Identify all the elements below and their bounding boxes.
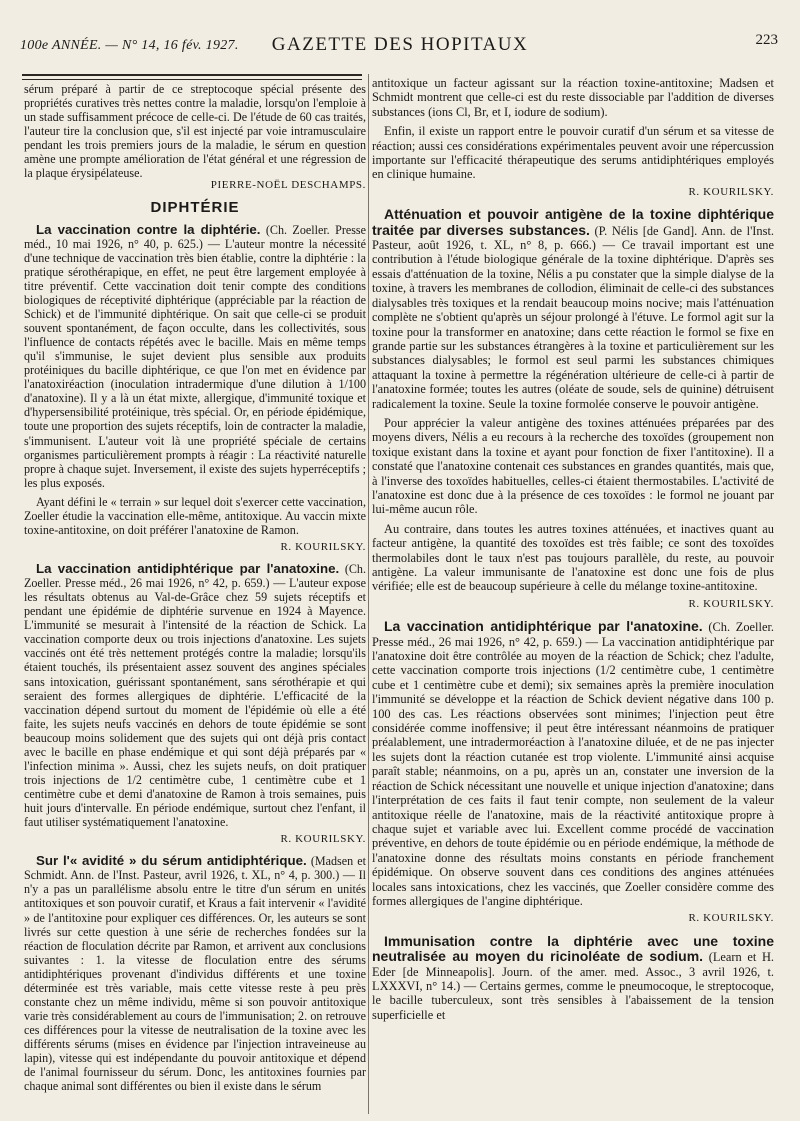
- article-title: La vaccination antidiphtérique par l'anatoxine.: [36, 561, 340, 576]
- article-paragraph: Pour apprécier la valeur antigène des toxines atténuées préparées par des moyens divers, Nélis a eu recours à la recherche des toxoïdes (groupement non toxique existant dans la toxine et ayant pour fonction de fixer l'antitoxine). Il a constaté que l'anatoxine contenait ces substances en grandes quantités, mais que, à l'inverse des toxoïdes habituelles, celles-ci étaient thermostabiles. L'activité de l'anatoxine est donc due à la présence de ces toxoïdes : le formol ne jouant par lui-même aucun rôle.: [372, 415, 774, 517]
- page-number: 223: [755, 32, 778, 48]
- issue-info: 100e ANNÉE. — N° 14, 16 fév. 1927.: [20, 38, 239, 53]
- intro-text: sérum préparé à partir de ce streptocoque spécial présente des propriétés curatives très nettes contre la maladie, lorsqu'on l'emploie à un stade suffisamment précoce de celle-ci. De l'étude de 60 cas traités, l'auteur tire la conclusion que, s'il est injecté par voie intramusculaire pendant les trois premiers jours de la maladie, le sérum en question amène une prompte amélioration de l'état général et une régression de la plaque érysipélateuse.: [24, 82, 366, 181]
- column-divider: [368, 74, 369, 1114]
- header-rule-thin: [22, 79, 362, 80]
- article-signature: R. KOURILSKY.: [688, 912, 774, 925]
- article-title: La vaccination contre la diphtérie.: [36, 221, 261, 237]
- article-body: (Madsen et Schmidt. Ann. de l'Inst. Pasteur, avril 1926, t. XL, n° 4, p. 300.) — Il n'y a pas un parallélisme absolu entre le titre d'un sérum en unités antitoxiques et son pouvoir curatif, et Kraus a fait intervenir « l'avidité » de l'antitoxine pour expliquer ces différences. Or, les auteurs se sont livrés sur cette question à une série de recherches fondées sur la réaction de floculation décrite par Ramon, et arrivent aux conclusions suivantes : 1. la vitesse de floculation entre des sérums antidiphtériques provenant d'individus différents et une toxine déterminée est très variable, mais cette vitesse reste à peu près constante chez un même individu, même si son pouvoir antitoxique varie très considérablement au cours de l'immunisation; 2. on retrouve ces différences pour la vitesse de neutralisation de la toxine avec les différents sérums (mises en évidence par l'injection intraveineuse au lapin), vitesse qui est indépendante du pouvoir antitoxique et dépend de l'animal fournisseur du sérum. Donc, les antitoxines fournies par chaque animal sont différentes ou bien il existe dans le sérum: [24, 854, 366, 1094]
- journal-title: GAZETTE DES HOPITAUX: [271, 34, 529, 55]
- header-rule: [22, 74, 362, 76]
- continued-paragraph: antitoxique un facteur agissant sur la réaction toxine-antitoxine; Madsen et Schmidt montrent que celle-ci est du reste dissociable par l'addition de diverses substances (ions Cl, Br, et I, iodure de sodium).: [372, 76, 774, 119]
- article-vaccination: [24, 223, 366, 490]
- article-avidite: [24, 854, 366, 1093]
- article-signature: R. KOURILSKY.: [688, 597, 774, 610]
- article-immunisation: [372, 934, 774, 1022]
- article-body: (Ch. Zoeller. Presse méd., 26 mai 1926, n° 42, p. 659.) — La vaccination antidiphtérique par l'anatoxine doit être contrôlée au moyen de la réaction de Schick; chez l'adulte, cette vaccination comporte trois injections (1/2 centimètre cube, 1 centimètre cube et 1 centimètre cube et demi); six semaines après la première inoculation l'immunité se développe et la réaction de Schick devient négative dans 100 p. 100 des cas. Les réactions observées sont minimes; l'injection peut être considérée comme inoffensive; il peut être intéressant néanmoins de pratiquer préalablement, une intradermoréaction à l'anatoxine diluée, et de ne pas injecter les sujets dont la réaction cutanée est trop violente. L'immunité ainsi acquise paraît stable; néanmoins, on a pu, après un an, constater une inversion de la réaction de Schick nécessitant une nouvelle et unique injection d'anatoxine; dans l'interprétation de ces faits il faut tenir compte, non seulement de la valeur antitoxique réelle de l'anatoxine, mais de la réactivité antitoxique propre à chaque sujet et variable avec lui. Excellent comme procédé de vaccination préventive, en dehors de toute épidémie ou en période endémique, la méthode de l'anatoxine donne des résultats moins constants en période franchement épidémique. On observe souvent dans ces conditions des angines atténuées locales sans intoxications, chez les vaccinés, que Zoeller considère comme des formes allergiques de l'angine diphtérique.: [372, 620, 774, 908]
- left-column: [24, 82, 366, 1098]
- article-title: Atténuation et pouvoir antigène de la toxine diphtérique traitée par diverses substances.: [372, 206, 774, 238]
- article-title: La vaccination antidiphtérique par l'anatoxine.: [384, 618, 703, 635]
- article-body: (P. Nélis [de Gand]. Ann. de l'Inst. Pasteur, août 1926, t. XL, n° 8, p. 666.) — Ce travail important est une contribution à l'étude biologique générale de la toxine diphtérique. D'après ses essais d'atténuation de la toxine, Nélis a pu constater que la simple dialyse de la toxine, à travers les membranes de collodion, éliminait de celle-ci des substances dialysables très toxiques et la rendait beaucoup moins nocive; mais l'atténuation complète ne s'obtient qu'après un séjour prolongé à l'étuve. Le formol agit sur la toxine pour la transformer en anatoxine; dans cette réaction le formol se fixe en grande partie sur les substances étrangères à la toxine et particulièrement sur les substances dialysables; le formol est seul parmi les substances chimiques attaquant la toxine à permettre la régénération ultérieure de celle-ci à partir de l'anatoxine formée; toutes les autres (oléate de soude, sels de quinine) détruisent radicalement la toxine. Seule la toxine formolée conserve le pouvoir antigène.: [372, 223, 774, 411]
- article-body: (Learn et H. Eder [de Minneapolis]. Journ. of the amer. med. Assoc., 3 avril 1926, t. LXXXVI, n° 14.) — Certains germes, comme le pneumocoque, le streptocoque, le bacille tuberculeux, sont très sensibles à l'abaissement de la tension superficielle et: [372, 950, 774, 1022]
- article-title: Immunisation contre la diphtérie avec une toxine neutralisée au moyen du ricinoléate de sodium.: [372, 932, 774, 965]
- section-heading: DIPHTÉRIE: [150, 198, 240, 216]
- article-anatoxine: [24, 562, 366, 829]
- article-body: (Ch. Zoeller. Presse méd., 10 mai 1926, n° 40, p. 625.) — L'auteur montre la nécessité d'une technique de vaccination très bien établie, contre la diphtérie : la pratique sérothérapique, en effet, ne peut être largement employée à titre préventif. Cette vaccination doit tenir compte des conditions biologiques de réceptivité diphtérique (appréciable par la réaction de Schick) et de l'immunité diphtérique. On sait que celle-ci se produit souvent spontanément, de façon occulte, dans les collectivités, sous l'influence de contacts répétés avec le bacille. Mais en même temps qu'il s'immunise, le sujet devient plus sensible aux produits protéiniques du bacille diphtérique, ce que l'on met en évidence par l'anatoxiréaction (inoculation intradermique d'une dilution à 1/100 d'anatoxine). Il y a là un état mixte, allergique, d'immunité toxique et d'hypersensibilité protéinique, très spécial. Or, en période épidémique, toute une proportion des sujets réceptifs, loin de contracter la maladie, s'immunisent. L'auteur voit là une propriété spéciale de certains organismes particulièrement prompts à réagir : La réactivité naturelle propre à chaque sujet. Inversement, il existe des sujets hyperréceptifs ; les plus exposés.: [24, 222, 366, 490]
- article-paragraph: Ayant défini le « terrain » sur lequel doit s'exercer cette vaccination, Zoeller étudie la vaccination elle-même, antitoxique. Au vaccin mixte toxine-antitoxine, on doit préférer l'anatoxine de Ramon.: [24, 494, 366, 537]
- article-body: (Ch. Zoeller. Presse méd., 26 mai 1926, n° 42, p. 659.) — L'auteur expose les résultats obtenus au Val-de-Grâce chez 59 sujets réceptifs et pendant une épidémie de diphtérie survenue en 1924 à Mayence. L'immunité se mesurait à l'intensité de la réaction de Schick. La vaccination comporte deux ou trois injections d'anatoxine. Les sujets vaccinés ont été très nettement protégés contre la maladie; lorsqu'ils étaient touchés, ils présentaient assez souvent des angines spéciales sans intoxication, guérissant spontanément, sans sérothérapie et qui seraient des formes allergiques de diphtérie. L'efficacité de la vaccination dépend surtout du moment de l'épidémie où elle a été faite, les sujets neufs vaccinés en dehors de toute épidémie se sont beaucoup moins solidement que des sujets qui ont déjà pris contact avec le bacille en phase endémique et qui sont déjà préparés par « l'infection minima ». Aussi, chez les sujets neufs, on doit pratiquer trois injections de 1/2 centimètre cube, 1 centimètre cube et 1 centimètre cube et demi d'anatoxine de Ramon à trois semaines, puis huit jours d'intervalle. En période endémique, surtout chez l'enfant, il faut utiliser systématiquement l'anatoxine.: [24, 562, 366, 830]
- intro-signature: PIERRE-NOËL DESCHAMPS.: [210, 179, 366, 192]
- article-paragraph: Au contraire, dans toutes les autres toxines atténuées, et inactives quant au facteur antigène, la quantité des toxoïdes est très faible; ce sont des toxoïdes thermolabiles dont le taux n'est pas toujours parallèle, du reste, au pouvoir antigène. La valeur immunisante de l'anatoxine est donc une fois de plus vérifiée; elle est de beaucoup supérieure à celle du mélange toxine-antitoxine.: [372, 521, 774, 594]
- article-signature: R. KOURILSKY.: [280, 833, 366, 846]
- article-signature: R. KOURILSKY.: [280, 540, 366, 553]
- article-vaccination-anatoxine: [372, 619, 774, 908]
- article-signature: R. KOURILSKY.: [688, 185, 774, 198]
- intro-paragraph: [24, 82, 366, 193]
- continued-paragraph-2: Enfin, il existe un rapport entre le pouvoir curatif d'un sérum et sa vitesse de réaction; aussi ces considérations expérimentales peuvent avoir une répercussion importante sur l'efficacité thérapeutique des serums antidiphtériques employés en clinique humaine.: [372, 124, 774, 182]
- article-attenuation: [372, 207, 774, 411]
- right-column: [372, 76, 774, 1027]
- article-title: Sur l'« avidité » du sérum antidiphtérique.: [36, 853, 307, 869]
- page-header: [20, 30, 780, 74]
